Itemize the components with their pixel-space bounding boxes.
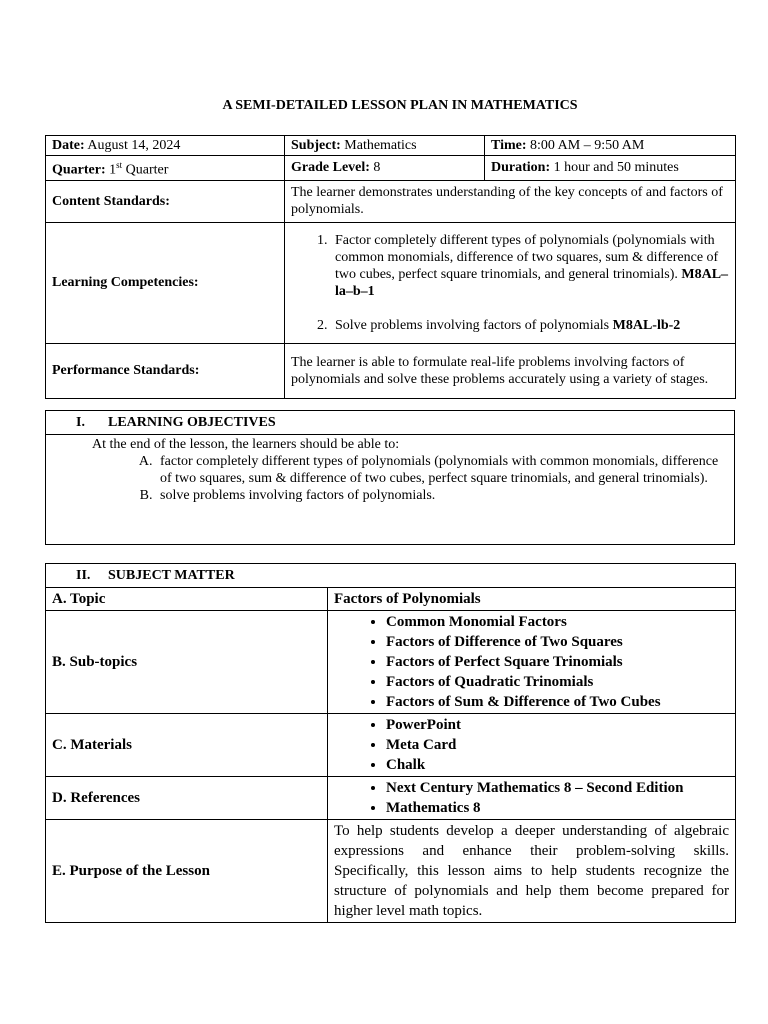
subtopics-label: B. Sub-topics — [46, 611, 328, 714]
quarter-suffix: Quarter — [125, 162, 169, 178]
subject-matter-heading-text: SUBJECT MATTER — [108, 567, 235, 583]
grade-label: Grade Level: — [291, 160, 370, 176]
references-label: D. References — [46, 777, 328, 820]
subject-matter-numeral: II. — [76, 567, 91, 583]
topic-value: Factors of Polynomials — [328, 588, 736, 611]
material-item: • PowerPoint — [386, 715, 729, 735]
subtopics-cell — [328, 611, 736, 714]
subtopic-item: • Factors of Sum & Difference of Two Cubes — [386, 692, 729, 712]
objectives-heading — [46, 411, 735, 435]
subject-value: Mathematics — [344, 138, 417, 153]
objectives-list — [52, 453, 728, 504]
grade-cell — [285, 156, 485, 181]
subtopic-item: • Factors of Difference of Two Squares — [386, 632, 729, 652]
competency-item — [331, 317, 729, 334]
date-label: Date: — [52, 138, 85, 153]
material-item: • Chalk — [386, 755, 729, 775]
competencies-list — [291, 232, 729, 334]
objectives-numeral: I. — [76, 415, 85, 430]
time-cell — [485, 136, 736, 156]
content-standards-value: The learner demonstrates understanding of the key concepts of and factors of polynomials. — [285, 180, 736, 222]
document-title: A SEMI-DETAILED LESSON PLAN IN MATHEMATICS — [222, 98, 578, 113]
material-item: • Meta Card — [386, 735, 729, 755]
time-label: Time: — [491, 138, 527, 153]
quarter-sup: st — [116, 160, 123, 170]
learning-objectives-table — [45, 410, 735, 545]
performance-standards-value: The learner is able to formulate real-life problems involving factors of polynomials and solve these problems accurately using a variety of stages. — [285, 343, 736, 398]
objective-item: A. factor completely different types of polynomials (polynomials with common monomials, difference of two squares, sum & difference of two cubes, perfect square trinomials, and general trinomials). — [156, 453, 728, 487]
quarter-cell — [46, 156, 285, 181]
duration-label: Duration: — [491, 160, 551, 176]
materials-list — [334, 715, 729, 775]
date-cell — [46, 136, 285, 156]
time-value: 8:00 AM – 9:50 AM — [530, 138, 645, 153]
grade-value: 8 — [373, 160, 381, 176]
subject-matter-table — [45, 563, 736, 923]
competency-item — [331, 232, 729, 317]
objectives-body — [46, 435, 735, 545]
purpose-value: To help students develop a deeper understanding of algebraic expressions and enhance their problem-solving skills. Specifically, this lesson aims to help students recognize the structure of polynomials and help them become prepared for higher level math topics. — [328, 820, 736, 923]
objectives-heading-text: LEARNING OBJECTIVES — [108, 415, 276, 430]
learning-competencies-cell — [285, 222, 736, 343]
performance-standards-label: Performance Standards: — [46, 343, 285, 398]
reference-item: • Next Century Mathematics 8 – Second Edition — [386, 778, 729, 798]
competency-2-text: Solve problems involving factors of polynomials — [335, 317, 610, 333]
purpose-label: E. Purpose of the Lesson — [46, 820, 328, 923]
subject-label: Subject: — [291, 138, 341, 153]
reference-item: • Mathematics 8 — [386, 798, 729, 818]
duration-value: 1 hour and 50 minutes — [553, 160, 679, 176]
competency-1-code: M8AL–la–b–1 — [335, 266, 729, 299]
subject-cell — [285, 136, 485, 156]
subtopic-item: • Factors of Quadratic Trinomials — [386, 672, 729, 692]
competency-1-text: Factor completely different types of polynomials (polynomials with common monomials, difference of two squares, sum & difference of two cubes, perfect square trinomials, and general trinomials). — [335, 232, 719, 282]
objective-item: B. solve problems involving factors of polynomials. — [156, 487, 728, 504]
content-standards-label: Content Standards: — [46, 180, 285, 222]
materials-cell — [328, 714, 736, 777]
materials-label: C. Materials — [46, 714, 328, 777]
subtopic-item: • Factors of Perfect Square Trinomials — [386, 652, 729, 672]
competency-2-code: M8AL-lb-2 — [612, 317, 681, 333]
subject-matter-heading — [46, 564, 736, 588]
subtopics-list — [334, 612, 729, 712]
quarter-label: Quarter: — [52, 162, 106, 178]
topic-label: A. Topic — [46, 588, 328, 611]
objectives-intro: At the end of the lesson, the learners should be able to: — [92, 437, 400, 452]
references-cell — [328, 777, 736, 820]
references-list — [334, 778, 729, 818]
date-value: August 14, 2024 — [87, 138, 181, 153]
duration-cell — [485, 156, 736, 181]
header-table — [45, 135, 736, 399]
subtopic-item: • Common Monomial Factors — [386, 612, 729, 632]
learning-competencies-label: Learning Competencies: — [46, 222, 285, 343]
quarter-num: 1 — [109, 162, 117, 178]
